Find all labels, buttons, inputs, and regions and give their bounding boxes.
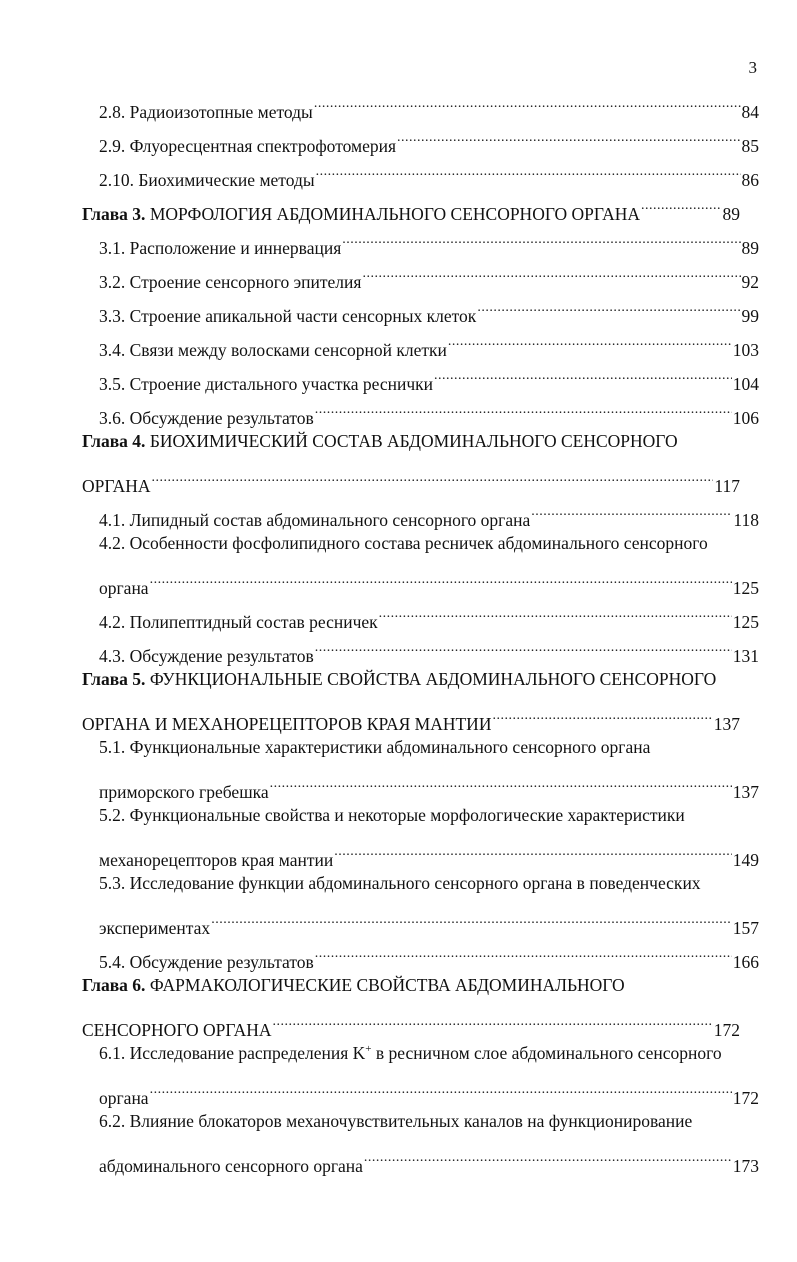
toc-entry-text: 4.1. Липидный состав абдоминального сенсорного органа [99, 510, 531, 530]
toc-entry-6-2-line1: 6.2. Влияние блокаторов механочувствительных каналов на функционирование [99, 1111, 693, 1131]
toc-entry-2-8 [99, 84, 759, 122]
leader-dots [477, 288, 740, 322]
toc-entry-6-1-line2 [99, 1070, 759, 1108]
toc-page-number: 106 [732, 408, 759, 428]
toc-entry-3-1 [99, 220, 759, 258]
toc-entry-text: 2.10. Биохимические методы [99, 170, 315, 190]
toc-page-number: 85 [741, 136, 759, 156]
leader-dots [315, 390, 732, 424]
toc-entry-5-1-line2 [99, 764, 759, 802]
toc-entry-6-2-line2 [99, 1138, 759, 1176]
leader-dots [448, 322, 732, 356]
toc-page-number: 86 [741, 170, 759, 190]
leader-dots [342, 220, 740, 254]
toc-entry-2-9 [99, 118, 759, 156]
toc-entry-6-1-line1 [99, 1036, 722, 1070]
leader-dots [531, 492, 732, 526]
toc-entry-3-2 [99, 254, 759, 292]
toc-entry-5-1-line1: 5.1. Функциональные характеристики абдоминального сенсорного органа [99, 737, 651, 757]
toc-page-number: 166 [732, 952, 759, 972]
toc-page-number: 125 [732, 612, 759, 632]
toc-entry-5-4 [99, 934, 759, 972]
toc-entry-text: абдоминального сенсорного органа [99, 1156, 363, 1176]
chapter-title: МОРФОЛОГИЯ АБДОМИНАЛЬНОГО СЕНСОРНОГО ОРГАНА [145, 204, 641, 224]
chapter-label: Глава 6. [82, 975, 146, 995]
toc-page-number: 84 [741, 102, 759, 122]
toc-entry-text: 5.4. Обсуждение результатов [99, 952, 314, 972]
toc-entry-text-b: в ресничном слое абдоминального сенсорного [371, 1043, 722, 1063]
toc-entry-text: механорецепторов края мантии [99, 850, 334, 870]
toc-entry-text: 2.8. Радиоизотопные методы [99, 102, 313, 122]
toc-page-number: 92 [741, 272, 759, 292]
toc-entry-text: 4.3. Обсуждение результатов [99, 646, 314, 666]
chapter-title-cont: ОРГАНА [82, 476, 151, 496]
superscript-plus: + [365, 1043, 372, 1056]
leader-dots [314, 84, 741, 118]
toc-entry-3-5 [99, 356, 759, 394]
leader-dots [315, 934, 732, 968]
chapter-label: Глава 4. [82, 431, 146, 451]
toc-page-number: 89 [741, 238, 759, 258]
toc-page-number: 117 [714, 476, 740, 496]
toc-page-number: 103 [732, 340, 759, 360]
toc-entry-text: приморского гребешка [99, 782, 269, 802]
chapter-title-cont: ОРГАНА И МЕХАНОРЕЦЕПТОРОВ КРАЯ МАНТИИ [82, 714, 492, 734]
toc-page-number: 99 [741, 306, 759, 326]
toc-entry-4-3 [99, 628, 759, 666]
toc-page-number: 131 [732, 646, 759, 666]
toc-entry-text: 3.3. Строение апикальной части сенсорных клеток [99, 306, 477, 326]
toc-entry-5-2-line1: 5.2. Функциональные свойства и некоторые морфологические характеристики [99, 805, 685, 825]
leader-dots [150, 560, 732, 594]
leader-dots [270, 764, 732, 798]
chapter-title: ФАРМАКОЛОГИЧЕСКИЕ СВОЙСТВА АБДОМИНАЛЬНОГО [145, 975, 625, 995]
toc-page-number: 173 [732, 1156, 759, 1176]
toc-page-number: 125 [732, 578, 759, 598]
leader-dots [315, 628, 732, 662]
toc-chapter-6-line1 [82, 968, 625, 1002]
chapter-title: БИОХИМИЧЕСКИЙ СОСТАВ АБДОМИНАЛЬНОГО СЕНСОРНОГО [145, 431, 678, 451]
toc-page-number: 118 [733, 510, 759, 530]
toc-entry-text: 2.9. Флуоресцентная спектрофотомерия [99, 136, 397, 156]
toc-entry-4-1 [99, 492, 759, 530]
toc-entry-text: 3.5. Строение дистального участка реснички [99, 374, 434, 394]
leader-dots [334, 832, 732, 866]
leader-dots [150, 1070, 732, 1104]
leader-dots [152, 458, 714, 492]
leader-dots [211, 900, 732, 934]
toc-entry-text: органа [99, 578, 149, 598]
toc-page-number: 157 [732, 918, 759, 938]
chapter-title-cont: СЕНСОРНОГО ОРГАНА [82, 1020, 272, 1040]
toc-entry-3-4 [99, 322, 759, 360]
chapter-title: ФУНКЦИОНАЛЬНЫЕ СВОЙСТВА АБДОМИНАЛЬНОГО СЕНСОРНОГО [145, 669, 717, 689]
toc-entry-4-2a-line2 [99, 560, 759, 598]
page-number: 3 [748, 58, 757, 77]
toc-page-number: 137 [732, 782, 759, 802]
leader-dots [434, 356, 732, 390]
leader-dots [379, 594, 732, 628]
leader-dots [316, 152, 741, 186]
toc-page-number: 137 [713, 714, 740, 734]
leader-dots [362, 254, 740, 288]
toc-entry-2-10 [99, 152, 759, 190]
toc-chapter-5-line2 [82, 696, 740, 734]
toc-page-number: 172 [732, 1088, 759, 1108]
leader-dots [364, 1138, 732, 1172]
toc-page-number: 89 [722, 204, 740, 224]
toc-chapter-4-line2 [82, 458, 740, 496]
toc-entry-text-a: 6.1. Исследование распределения K [99, 1043, 366, 1063]
toc-entry-text: органа [99, 1088, 149, 1108]
leader-dots [641, 186, 721, 220]
leader-dots [397, 118, 740, 152]
toc-page-number: 104 [732, 374, 759, 394]
toc-chapter-3 [82, 186, 740, 224]
toc-chapter-6-line2 [82, 1002, 740, 1040]
toc-entry-3-6 [99, 390, 759, 428]
chapter-label: Глава 5. [82, 669, 146, 689]
toc-page-number: 149 [732, 850, 759, 870]
toc-entry-5-3-line1: 5.3. Исследование функции абдоминального сенсорного органа в поведенческих [99, 873, 701, 893]
toc-chapter-4-line1 [82, 424, 678, 458]
toc-entry-5-2-line2 [99, 832, 759, 870]
chapter-label: Глава 3. [82, 204, 146, 224]
toc-chapter-5-line1 [82, 662, 716, 696]
toc-entry-text: 3.2. Строение сенсорного эпителия [99, 272, 362, 292]
toc-entry-text: 3.1. Расположение и иннервация [99, 238, 342, 258]
toc-entry-text: 3.4. Связи между волосками сенсорной клетки [99, 340, 447, 360]
toc-entry-4-2a-line1: 4.2. Особенности фосфолипидного состава ресничек абдоминального сенсорного [99, 533, 708, 553]
leader-dots [492, 696, 712, 730]
toc-entry-5-3-line2 [99, 900, 759, 938]
toc-entry-text: 4.2. Полипептидный состав ресничек [99, 612, 378, 632]
toc-page-number: 172 [713, 1020, 740, 1040]
toc-entry-text: экспериментах [99, 918, 211, 938]
leader-dots [273, 1002, 713, 1036]
toc-entry-text: 3.6. Обсуждение результатов [99, 408, 314, 428]
toc-entry-4-2b [99, 594, 759, 632]
toc-entry-3-3 [99, 288, 759, 326]
